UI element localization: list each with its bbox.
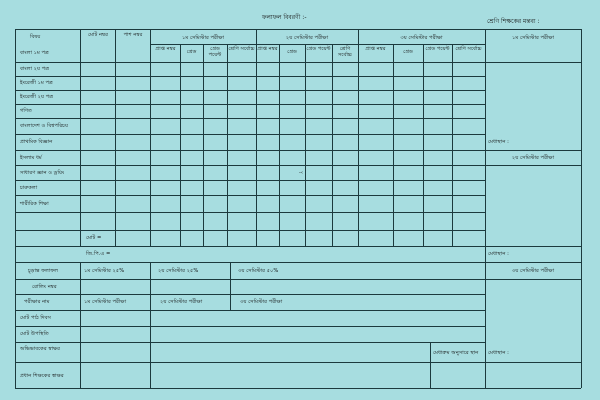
sub-highest: শ্রেণি সর্বোচ্চ (337, 46, 353, 58)
merit-2-label: মেধাস্থান : (488, 251, 509, 257)
present-label: মোট উপস্থিতি (20, 331, 49, 337)
report-title: ফলাফল বিবরণী :- (262, 14, 307, 21)
right-s2-exam: ২য় সেমিস্টার পরীক্ষা (511, 155, 555, 161)
total-days-label: মোট পাঠ দিবস (20, 315, 51, 321)
col-subject: বিষয় (30, 34, 41, 40)
subject-label: সাধারণ জ্ঞান ও ড্রয়িং (20, 170, 65, 176)
subject-label: ইংরেজী ২য় পত্র (20, 94, 54, 100)
sub-obtained: প্রাপ্ত নম্বর (257, 46, 278, 52)
sub-highest: শ্রেণি সর্বোচ্চ (455, 46, 482, 52)
subject-label: চারুকলা (20, 185, 38, 191)
final-s3: ৩য় সেমিস্টার ৫০% (238, 268, 279, 274)
stray-mark: -‹ (299, 170, 303, 176)
subject-label: বাংলাদেশ ও বিশ্বপরিচয় (20, 123, 69, 129)
teacher-comment-header: শ্রেণি শিক্ষকের মন্তব্য : (487, 18, 540, 25)
sub-grade-point: গ্রেড পয়েন্ট (306, 46, 331, 52)
attend-s1: ১ম সেমিস্টার পরীক্ষা (84, 299, 127, 305)
col-exam3: ৩য় সেমিস্টার পরীক্ষা (400, 35, 443, 41)
merit-1-label: মেধাস্থান : (488, 139, 509, 145)
sub-obtained: প্রাপ্ত নম্বর (365, 46, 386, 52)
right-s1-exam: ১ম সেমিস্টার পরীক্ষা (511, 35, 555, 41)
attend-s3: ৩য় সেমিস্টার পরীক্ষা (240, 299, 283, 305)
subject-label: বাংলা ২য় পত্র (20, 66, 50, 72)
head-sign-label: প্রধান শিক্ষকের স্বাক্ষর (20, 373, 64, 379)
final-s1: ১ম সেমিস্টার ২৫% (84, 268, 125, 274)
sub-grade-point: গ্রেড পয়েন্ট (208, 46, 222, 58)
subject-label: ইসলাম ধর্ম (20, 155, 42, 161)
total-label: মোট = (86, 235, 102, 241)
col-pass-marks: পাশ নম্বর (123, 32, 143, 38)
gpa-label: জি.পি.এ = (86, 251, 111, 257)
subject-label: বাংলা ১ম পত্র (20, 50, 49, 56)
sub-highest: শ্রেণি সর্বোচ্চ (228, 46, 255, 52)
final-s2: ২য় সেমিস্টার ২৫% (158, 268, 199, 274)
col-exam1: ১ম সেমিস্টার পরীক্ষা (181, 35, 225, 41)
attend-s2: ২য় সেমিস্টার পরীক্ষা (160, 299, 203, 305)
subject-label: ইংরেজী ১ম পত্র (20, 80, 53, 86)
final-result-label: চূড়ান্ত ফলাফল (28, 268, 59, 274)
subject-label: প্রাথমিক বিজ্ঞান (20, 139, 53, 145)
merit-position-label: মেধাক্রম অনুসারে স্থান (433, 350, 479, 356)
sub-grade: গ্রেড (403, 49, 413, 55)
subject-label: গণিত (20, 108, 32, 114)
exam-name-label: পরীক্ষার নাম (24, 299, 50, 305)
col-exam2: ২য় সেমিস্টার পরীক্ষা (285, 35, 329, 41)
sub-grade-point: গ্রেড পয়েন্ট (425, 46, 450, 52)
guardian-sign-label: অভিভাবকের স্বাক্ষর (20, 346, 61, 352)
col-total-marks: মোট নম্বর (88, 32, 108, 38)
sub-grade: গ্রেড (186, 49, 197, 55)
sub-obtained: প্রাপ্ত নম্বর (155, 46, 176, 52)
sub-grade: গ্রেড (287, 49, 297, 55)
subject-label: শারীরিক শিক্ষা (20, 201, 49, 207)
roll-label: রোলিং নম্বর (32, 284, 57, 290)
right-s3-exam: ৩য় সেমিস্টার পরীক্ষা (511, 268, 555, 274)
merit-3-label: মেধাস্থান : (488, 350, 509, 356)
